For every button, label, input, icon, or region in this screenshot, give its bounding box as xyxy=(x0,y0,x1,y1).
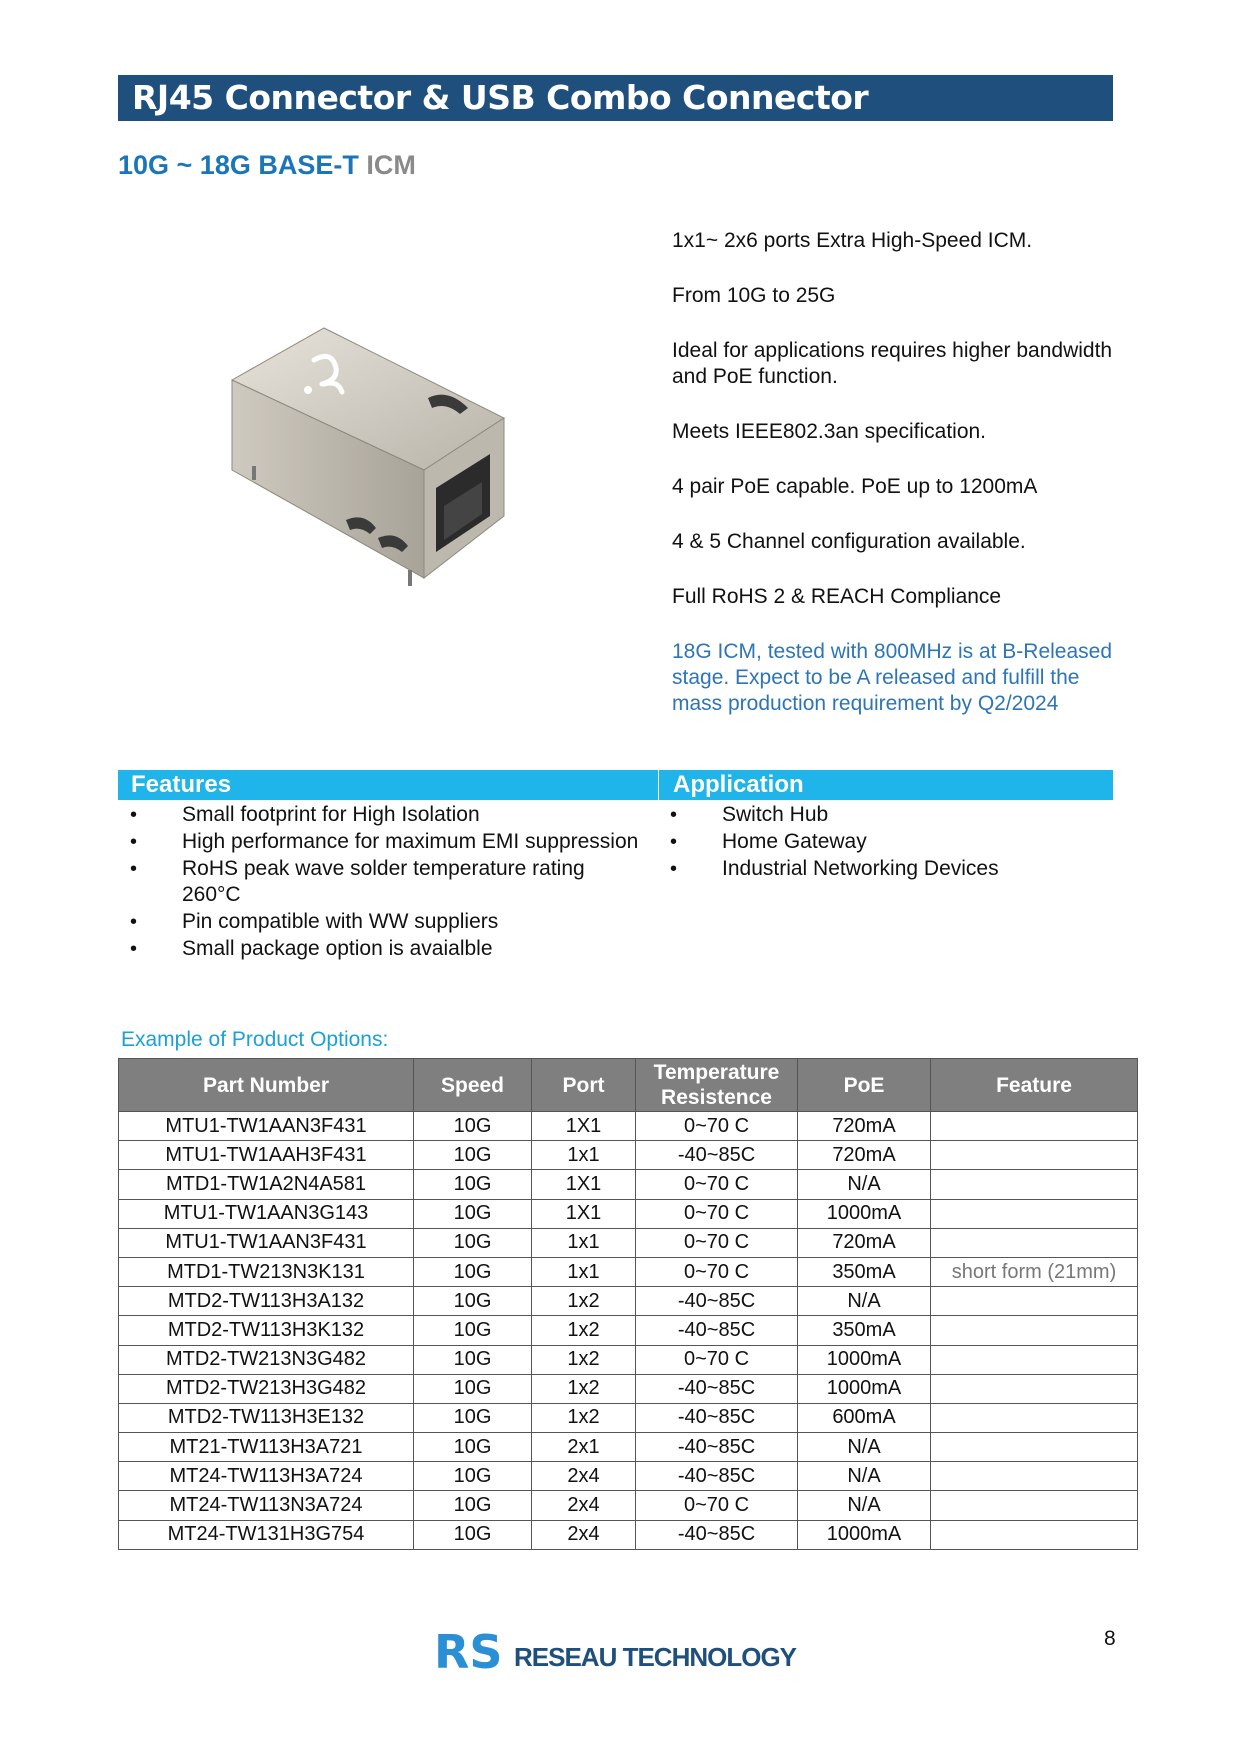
table-cell: -40~85C xyxy=(636,1403,798,1432)
feature-item: • Small package option is avaialble xyxy=(120,936,640,962)
table-cell: 1x1 xyxy=(532,1228,636,1257)
table-cell: 600mA xyxy=(798,1403,931,1432)
table-cell: 1000mA xyxy=(798,1199,931,1228)
application-item: • Switch Hub xyxy=(660,802,1100,828)
table-cell xyxy=(931,1491,1138,1520)
table-cell: 720mA xyxy=(798,1112,931,1141)
table-cell: 1x1 xyxy=(532,1257,636,1286)
table-cell: 1X1 xyxy=(532,1170,636,1199)
page-subtitle xyxy=(118,150,416,181)
table-cell: 10G xyxy=(414,1433,532,1462)
column-header-temperature: Temperature Resistence xyxy=(636,1059,798,1112)
table-cell: N/A xyxy=(798,1170,931,1199)
table-body xyxy=(119,1112,1138,1550)
table-cell: N/A xyxy=(798,1462,931,1491)
table-cell: 350mA xyxy=(798,1257,931,1286)
table-cell xyxy=(931,1141,1138,1170)
column-header-part-number: Part Number xyxy=(119,1059,414,1112)
table-cell: -40~85C xyxy=(636,1316,798,1345)
table-cell: -40~85C xyxy=(636,1287,798,1316)
table-cell xyxy=(931,1287,1138,1316)
table-cell: 10G xyxy=(414,1491,532,1520)
table-cell xyxy=(931,1228,1138,1257)
product-options-label: Example of Product Options: xyxy=(121,1028,389,1051)
table-cell xyxy=(931,1112,1138,1141)
logo-mark: RS xyxy=(434,1628,503,1676)
table-cell: 10G xyxy=(414,1374,532,1403)
table-cell: 0~70 C xyxy=(636,1112,798,1141)
table-cell: MTD1-TW1A2N4A581 xyxy=(119,1170,414,1199)
column-header-speed: Speed xyxy=(414,1059,532,1112)
table-cell: -40~85C xyxy=(636,1433,798,1462)
table-row xyxy=(119,1170,1138,1199)
table-cell: 10G xyxy=(414,1141,532,1170)
table-cell: N/A xyxy=(798,1287,931,1316)
subtitle-gray: ICM xyxy=(366,150,416,180)
page-number: 8 xyxy=(1104,1627,1116,1650)
product-description xyxy=(672,228,1122,746)
table-cell: MTD2-TW113H3E132 xyxy=(119,1403,414,1432)
table-cell: 10G xyxy=(414,1199,532,1228)
table-row xyxy=(119,1462,1138,1491)
description-line: 4 pair PoE capable. PoE up to 1200mA xyxy=(672,475,1038,498)
table-cell: MTD1-TW213N3K131 xyxy=(119,1257,414,1286)
table-cell: 2x1 xyxy=(532,1433,636,1462)
table-cell xyxy=(931,1462,1138,1491)
application-item: • Industrial Networking Devices xyxy=(660,856,1100,882)
subtitle-blue: 10G ~ 18G BASE-T xyxy=(118,150,359,180)
table-row xyxy=(119,1491,1138,1520)
table-cell xyxy=(931,1170,1138,1199)
table-row xyxy=(119,1433,1138,1462)
features-heading: Features xyxy=(118,770,658,800)
application-heading: Application xyxy=(659,770,1113,800)
table-row xyxy=(119,1112,1138,1141)
feature-item: • Pin compatible with WW suppliers xyxy=(120,909,640,935)
description-line: Full RoHS 2 & REACH Compliance xyxy=(672,585,1002,608)
features-list xyxy=(120,802,640,963)
table-row xyxy=(119,1228,1138,1257)
table-cell: 1000mA xyxy=(798,1374,931,1403)
table-cell: MTD2-TW113H3K132 xyxy=(119,1316,414,1345)
table-cell: 0~70 C xyxy=(636,1199,798,1228)
description-line: Ideal for applications requires higher bandwidth and PoE function. xyxy=(672,339,1113,388)
table-cell: 0~70 C xyxy=(636,1257,798,1286)
table-cell: -40~85C xyxy=(636,1520,798,1549)
table-row xyxy=(119,1287,1138,1316)
table-row xyxy=(119,1199,1138,1228)
table-cell: MT24-TW113H3A724 xyxy=(119,1462,414,1491)
table-cell: 10G xyxy=(414,1257,532,1286)
application-list xyxy=(660,802,1100,883)
table-cell xyxy=(931,1374,1138,1403)
table-cell: 10G xyxy=(414,1462,532,1491)
table-cell: 10G xyxy=(414,1316,532,1345)
table-cell: 1x2 xyxy=(532,1287,636,1316)
table-cell: 10G xyxy=(414,1228,532,1257)
company-name: RESEAU TECHNOLOGY xyxy=(514,1642,797,1672)
table-cell: short form (21mm) xyxy=(931,1257,1138,1286)
table-cell: MTD2-TW213N3G482 xyxy=(119,1345,414,1374)
table-cell: 2x4 xyxy=(532,1491,636,1520)
table-row xyxy=(119,1345,1138,1374)
table-cell: 2x4 xyxy=(532,1520,636,1549)
table-cell: 1000mA xyxy=(798,1520,931,1549)
table-cell: 1x2 xyxy=(532,1316,636,1345)
table-cell: 10G xyxy=(414,1287,532,1316)
table-cell: MTD2-TW113H3A132 xyxy=(119,1287,414,1316)
table-cell xyxy=(931,1433,1138,1462)
table-row xyxy=(119,1316,1138,1345)
table-cell: 720mA xyxy=(798,1141,931,1170)
table-cell: 720mA xyxy=(798,1228,931,1257)
table-cell: MTU1-TW1AAH3F431 xyxy=(119,1141,414,1170)
table-cell: 0~70 C xyxy=(636,1491,798,1520)
description-line: Meets IEEE802.3an specification. xyxy=(672,420,987,443)
description-line: 4 & 5 Channel configuration available. xyxy=(672,530,1026,553)
release-note: 18G ICM, tested with 800MHz is at B-Released stage. Expect to be A released and fulfill the mass production requirement by Q2/2024 xyxy=(672,640,1113,715)
product-options-table xyxy=(118,1058,1138,1550)
table-cell: MTU1-TW1AAN3G143 xyxy=(119,1199,414,1228)
table-cell: 10G xyxy=(414,1520,532,1549)
column-header-poe: PoE xyxy=(798,1059,931,1112)
table-cell: -40~85C xyxy=(636,1462,798,1491)
table-header-row xyxy=(119,1059,1138,1112)
table-cell: 0~70 C xyxy=(636,1345,798,1374)
table-cell: 1x2 xyxy=(532,1403,636,1432)
table-row xyxy=(119,1257,1138,1286)
table-cell: MTU1-TW1AAN3F431 xyxy=(119,1228,414,1257)
table-row xyxy=(119,1141,1138,1170)
table-cell: MT21-TW113H3A721 xyxy=(119,1433,414,1462)
table-cell: 1000mA xyxy=(798,1345,931,1374)
table-cell xyxy=(931,1403,1138,1432)
feature-item: • Small footprint for High Isolation xyxy=(120,802,640,828)
description-line: 1x1~ 2x6 ports Extra High-Speed ICM. xyxy=(672,229,1033,252)
table-cell xyxy=(931,1520,1138,1549)
table-cell: 0~70 C xyxy=(636,1228,798,1257)
table-row xyxy=(119,1403,1138,1432)
table-cell: N/A xyxy=(798,1491,931,1520)
application-item: • Home Gateway xyxy=(660,829,1100,855)
table-cell: 350mA xyxy=(798,1316,931,1345)
table-cell xyxy=(931,1316,1138,1345)
table-cell: 10G xyxy=(414,1170,532,1199)
description-line: From 10G to 25G xyxy=(672,284,836,307)
product-image xyxy=(228,320,548,590)
feature-item: • RoHS peak wave solder temperature rating 260°C xyxy=(120,856,640,908)
table-cell: 1x2 xyxy=(532,1374,636,1403)
table-cell: MTD2-TW213H3G482 xyxy=(119,1374,414,1403)
table-cell: 2x4 xyxy=(532,1462,636,1491)
table-cell: N/A xyxy=(798,1433,931,1462)
table-row xyxy=(119,1520,1138,1549)
table-cell: 1x1 xyxy=(532,1141,636,1170)
table-cell: MTU1-TW1AAN3F431 xyxy=(119,1112,414,1141)
table-cell: MT24-TW131H3G754 xyxy=(119,1520,414,1549)
table-cell xyxy=(931,1199,1138,1228)
table-cell: 0~70 C xyxy=(636,1170,798,1199)
table-cell: 1X1 xyxy=(532,1199,636,1228)
table-cell: -40~85C xyxy=(636,1374,798,1403)
table-cell: -40~85C xyxy=(636,1141,798,1170)
table-cell: 10G xyxy=(414,1345,532,1374)
table-row xyxy=(119,1374,1138,1403)
table-cell: 1X1 xyxy=(532,1112,636,1141)
feature-item: • High performance for maximum EMI suppression xyxy=(120,829,640,855)
table-cell: MT24-TW113N3A724 xyxy=(119,1491,414,1520)
table-cell: 10G xyxy=(414,1112,532,1141)
table-cell: 10G xyxy=(414,1403,532,1432)
column-header-feature: Feature xyxy=(931,1059,1138,1112)
column-header-port: Port xyxy=(532,1059,636,1112)
table-cell xyxy=(931,1345,1138,1374)
page-title-banner: RJ45 Connector & USB Combo Connector xyxy=(118,75,1113,121)
table-cell: 1x2 xyxy=(532,1345,636,1374)
